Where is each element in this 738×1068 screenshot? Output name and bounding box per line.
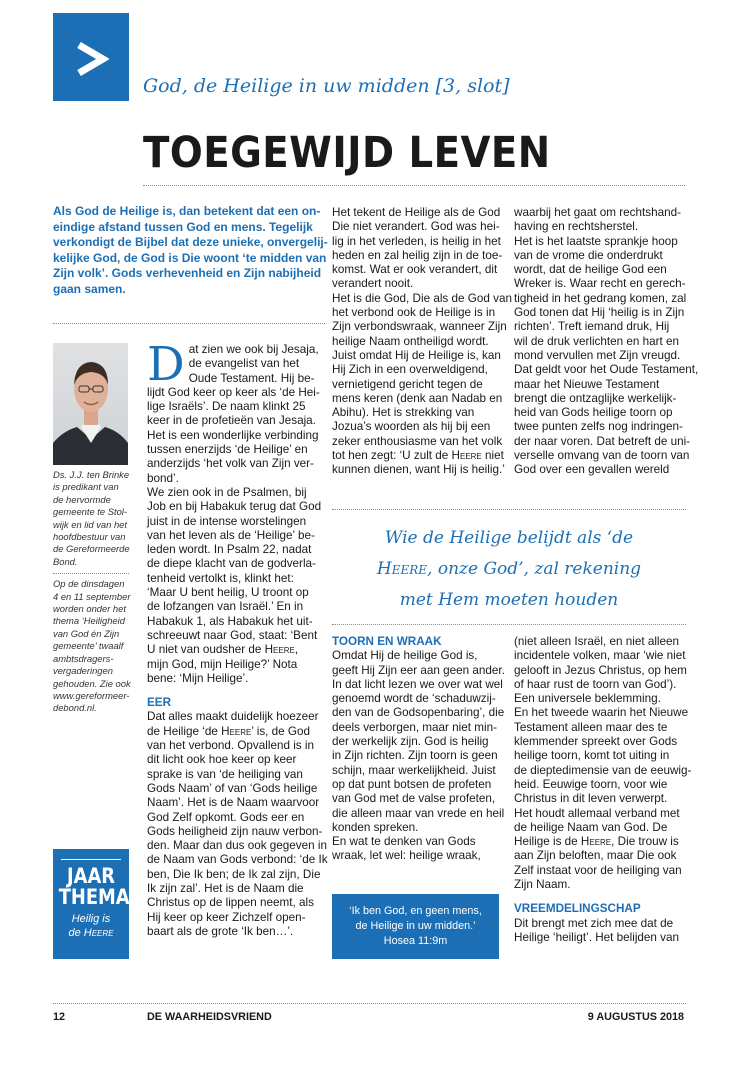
caption-line: van God én Zijn — [53, 627, 120, 639]
text-line: der werkelijk zijn. God is heilig — [332, 735, 489, 749]
text-span: tot hen zegt: ‘U zult de — [332, 449, 452, 463]
caption-line: is predikant van — [53, 481, 119, 493]
drop-cap: D — [147, 337, 185, 392]
text-line: lig in het verleden, is heilig in het — [332, 234, 501, 248]
text-line: Christus in dit leven verwerpt. — [514, 792, 668, 806]
caption-divider — [53, 573, 129, 574]
author-photo — [53, 343, 128, 465]
text-line: of haar rust de toorn van God’). — [514, 677, 677, 691]
text-line: kunnen dienen, want Hij is heilig.’ — [332, 463, 505, 477]
pullquote-top-divider — [332, 509, 686, 510]
caption-line: de Gereformeerde — [53, 543, 130, 555]
text-line: sprake is van ‘de heiliging van — [147, 767, 303, 781]
text-line: tigheid in het gedrang komen, zal — [514, 291, 687, 305]
text-line: Dat alles maakt duidelijk hoezeer — [147, 710, 319, 724]
caption-line: Op de dinsdagen — [53, 578, 125, 590]
text-line: de evangelist van het — [188, 357, 300, 371]
text-line: waarbij het gaat om rechtshand- — [514, 206, 681, 219]
text-line: heilige Naam ontheiligd wordt. — [332, 334, 489, 348]
text-line: de Naam van Gods verbond: ‘de Ik — [147, 853, 328, 867]
text-line: gelooft in Jezus Christus, op hem — [514, 663, 687, 677]
intro-line: kelijke God, de God is Die woont ‘te midden van — [53, 250, 327, 265]
text-line — [147, 725, 319, 739]
text-line: schijn, maar werkelijkheid. Juist — [332, 763, 496, 777]
text-line: Dat geldt voor het Oude Testament, — [514, 363, 699, 377]
text-line: Gods Naam’ of van ‘Gods heilige — [147, 781, 318, 795]
text-line: mijn God, mijn Heilige?’ Nota — [147, 657, 298, 671]
heere-smallcaps: Heere — [580, 835, 612, 849]
pullquote-line: met Hem moeten houden — [399, 590, 619, 610]
caption-line: Bond. — [53, 555, 78, 567]
text-line: maar het Nieuwe Testament — [514, 377, 660, 391]
section-heading-toorn: TOORN EN WRAAK — [332, 635, 442, 648]
text-line: in Zijn richten. Zijn toorn is geen — [332, 749, 498, 763]
caption-line: www.gereformeer- — [53, 689, 130, 701]
text-line: at zien we ook bij Jesaja, — [188, 343, 319, 356]
intro-line: eindige afstand tussen God en mens. Tegelijk — [53, 219, 313, 234]
text-line: heden en zal heilig zijn in de toe- — [332, 248, 503, 262]
text-line: Het houdt allemaal verband met — [514, 806, 680, 820]
intro-paragraph — [53, 204, 328, 298]
section-arrow-box — [53, 13, 129, 101]
text-line: keer in de profetieën van Jesaja. — [147, 414, 316, 428]
text-line: God over een gevallen wereld — [514, 463, 670, 477]
heere-smallcaps: Heere — [221, 724, 252, 738]
text-line: God tonen dat Hij ‘heilig is in Zijn — [514, 306, 685, 320]
text-line: vernietigend gericht tegen de — [332, 377, 483, 391]
text-line: heid van Gods heilige toorn op — [514, 406, 673, 420]
text-line: deels verborgen, maar niet min- — [332, 720, 498, 734]
jaarthema-text: de — [68, 927, 84, 939]
article-column-5 — [332, 635, 504, 864]
intro-line: verkondigt de Bijbel dat deze unieke, onvergelij- — [53, 235, 328, 250]
text-line: richten’. Treft iemand druk, Hij — [514, 320, 670, 334]
text-line: Oude Testament. Hij be- — [188, 371, 315, 385]
text-line: Ik zijn zal’. Het is de Naam die — [147, 881, 304, 895]
heere-smallcaps: Heere — [451, 449, 482, 463]
text-line: van het verbond. Opvallend is in — [147, 739, 314, 753]
scripture-quote-box — [332, 894, 499, 959]
text-line: Heilige ‘heiligt’. Het belijden van — [514, 930, 680, 944]
text-line: Jozua’s woorden als hij bij een — [332, 420, 491, 434]
text-line: wraak, let wel: heilige wraak, — [332, 849, 481, 863]
text-line — [332, 449, 504, 463]
text-line: tenheid vertolkt is, klinkt het: — [147, 571, 294, 585]
text-line: het verbond ook de Heilige is in — [332, 306, 496, 320]
intro-line: Zijn volk’. Gods verhevenheid en Zijn nabijheid — [53, 266, 322, 281]
text-line: de heilige Naam van God. De — [514, 820, 668, 834]
text-line: zeker enthousiasme van het volk — [332, 434, 503, 448]
text-line: En het tweede waarin het Nieuwe — [514, 706, 689, 720]
text-line: verandert nooit. — [332, 277, 414, 291]
text-line: En wat te denken van Gods — [332, 835, 476, 849]
text-line: wordt, dat de heilige God een — [514, 263, 667, 277]
text-line: konden spreken. — [332, 820, 419, 834]
caption-line: thema ‘Heiligheid — [53, 615, 125, 627]
text-line: Dit brengt met zich mee dat de — [514, 916, 674, 930]
text-line: heilige toorn, komt tot uiting in — [514, 749, 670, 763]
text-line: Het is een wonderlijke verbinding — [147, 428, 319, 442]
article-column-2 — [147, 337, 328, 939]
jaarthema-badge — [53, 849, 129, 959]
text-line: Zijn verbondswraak, wanneer Zijn — [332, 320, 507, 334]
text-line: heid. Eeuwige toorn, voor wie — [514, 777, 668, 791]
text-line: Het tekent de Heilige als de God — [332, 206, 501, 219]
quote-line: de Heilige in uw midden.’ — [355, 920, 476, 932]
author-caption — [53, 469, 129, 715]
intro-divider — [53, 323, 325, 324]
text-line: der naar voren. Dat betreft de uni- — [514, 434, 691, 448]
text-line: geeft Hij Zijn eer aan geen ander. — [332, 663, 505, 677]
text-line: komst. Wat er ook verandert, dit — [332, 263, 498, 277]
article-column-6 — [514, 635, 692, 945]
text-line: klemmender spreekt over Gods — [514, 735, 678, 749]
text-line: Juist omdat Hij de Heilige is, kan — [332, 348, 501, 362]
page-number: 12 — [53, 1011, 66, 1023]
text-span: de Heilige ‘de — [147, 724, 222, 738]
text-line: baart als de grote ‘Ik ben…’. — [147, 924, 294, 938]
heere-smallcaps: Heere — [264, 643, 295, 657]
intro-line: gaan samen. — [53, 281, 126, 296]
text-line: Een universele beklemming. — [514, 692, 661, 706]
text-line: Abihu). Het is strekking van — [332, 406, 475, 420]
text-span: U niet van oudsher de — [147, 643, 265, 657]
heere-smallcaps: Heere — [376, 559, 428, 579]
text-line: bene: ‘Mijn Heilige’. — [147, 671, 249, 685]
text-line: bond’. — [147, 471, 179, 485]
text-span: Heilige is de — [514, 835, 581, 849]
text-line: den. Maar dan dus ook gegeven in — [147, 839, 327, 853]
text-line: twee punten zelfs nog indringen- — [514, 420, 683, 434]
article-column-4 — [514, 206, 699, 478]
quote-line: ‘Ik ben God, en geen mens, — [349, 905, 482, 917]
chevron-right-icon — [73, 41, 109, 77]
pullquote-line: Wie de Heilige belijdt als ‘de — [384, 528, 634, 548]
text-line: having en rechtsherstel. — [514, 220, 639, 234]
text-line: mens keren (denk aan Nadab en — [332, 391, 503, 405]
text-line: aan Zijn beloften, maar Die ook — [514, 849, 677, 863]
series-title: God, de Heilige in uw midden [3, slot] — [143, 75, 510, 97]
pullquote-bottom-divider — [332, 624, 686, 625]
text-line: Gods heiligheid zijn nauw verbon- — [147, 824, 323, 838]
caption-line: 4 en 11 september — [53, 590, 131, 602]
text-line: verselle omvang van de toorn van — [514, 449, 690, 463]
text-line: schreeuwt naar God, staat: ‘Bent — [147, 628, 318, 642]
title-divider — [143, 185, 685, 186]
caption-line: de hervormde — [53, 493, 111, 505]
text-line: lige Israëls’. De naam klinkt 25 — [147, 400, 306, 414]
text-line: We zien ook in de Psalmen, bij — [147, 485, 307, 499]
text-line: (niet alleen Israël, en niet alleen — [514, 635, 680, 648]
text-line: juist in de intense worstelingen — [147, 514, 307, 528]
pullquote-line — [345, 554, 673, 585]
pull-quote — [345, 523, 673, 616]
text-line: op dat punt botsen de profeten — [332, 777, 492, 791]
text-line: ben, Die Ik ben; de Ik zal zijn, Die — [147, 867, 321, 881]
magazine-name: DE WAARHEIDSVRIEND — [147, 1011, 272, 1023]
text-line: Naam’. Het is de Naam waarvoor — [147, 796, 320, 810]
jaarthema-line4 — [53, 926, 129, 940]
text-line — [514, 835, 686, 849]
text-line: U niet van oudsher de Heere, — [147, 643, 299, 657]
article-column-3 — [332, 206, 512, 478]
text-line: van het leven als de ‘Heilige’ be- — [147, 528, 315, 542]
text-line: brengt die ontzaglijke werkelijk- — [514, 391, 677, 405]
text-line: incidentele volken, maar ‘wie niet — [514, 649, 686, 663]
pullquote-text: , onze God’, zal rekening — [427, 559, 642, 579]
text-line: Christus op de lippen neemt, als — [147, 896, 314, 910]
caption-line: gemeente’ twaalf — [53, 640, 124, 652]
text-line: de lofzangen van Israël.’ En in — [147, 600, 304, 614]
text-line: Zijn Naam. — [514, 878, 571, 892]
caption-line: gemeente te Stol- — [53, 506, 128, 518]
text-line: Habakuk 1, als Habakuk het uit- — [147, 614, 313, 628]
jaarthema-heere: Heere — [83, 927, 114, 939]
caption-line: hoofdbestuur van — [53, 531, 126, 543]
text-line: anderzijds ‘het volk van Zijn ver- — [147, 457, 314, 471]
text-line: Omdat Hij de heilige God is, — [332, 649, 478, 663]
text-span: ’ is, de God — [251, 724, 310, 738]
text-line: leden wordt. In Psalm 22, nadat — [147, 543, 312, 557]
text-line: lijdt God keer op keer als ‘de Hei- — [147, 385, 320, 399]
caption-line: gehouden. Zie ook — [53, 677, 131, 689]
text-line: van God met de valse profeten, — [332, 792, 496, 806]
text-line: de dieptedimensie van de eeuwig- — [514, 763, 692, 777]
jaarthema-line2: THEMA — [58, 885, 130, 909]
section-heading-vreemdelingschap: VREEMDELINGSCHAP — [514, 902, 641, 916]
text-line: genoemd wordt de ‘schaduwzij- — [332, 692, 496, 706]
text-line: In dat licht lezen we over wat wel — [332, 677, 503, 691]
text-line: van de vrome die onderdrukt — [514, 248, 663, 262]
text-line: Wreker is. Waar recht en gerech- — [514, 277, 686, 291]
text-line: ‘Maar U bent heilig, U troont op — [147, 586, 309, 600]
text-line: den van de Godsopenbaring’, die — [332, 706, 505, 720]
text-line: wil de druk verlichten en hart en — [514, 334, 680, 348]
section-heading-eer: EER — [147, 696, 172, 710]
text-line: Zelf instaat voor de heiliging van — [514, 863, 682, 877]
text-line: de diepe klacht van de godverla- — [147, 557, 316, 571]
caption-line: vergaderingen — [53, 665, 113, 677]
text-line: Het is het laatste sprankje hoop — [514, 234, 678, 248]
page-title: TOEGEWIJD LEVEN — [143, 128, 551, 178]
text-line: Job en bij Habakuk terug dat God — [147, 500, 322, 514]
text-line: tussen enerzijds ‘de Heilige’ en — [147, 443, 308, 457]
footer-divider — [53, 1003, 686, 1004]
quote-reference: Hosea 11:9m — [383, 935, 448, 947]
jaarthema-line1: JAAR — [66, 864, 116, 888]
text-span: , Die trouw is — [611, 835, 679, 849]
text-line: Testament alleen maar des te — [514, 720, 668, 734]
text-span: niet — [481, 449, 504, 463]
text-line: Het is die God, Die als de God van — [332, 291, 512, 305]
text-line: mond vervullen met Zijn vreugd. — [514, 348, 681, 362]
caption-line: worden onder het — [53, 603, 126, 615]
caption-line: debond.nl. — [53, 702, 97, 714]
text-line: God Zelf opkomt. Gods eer en — [147, 810, 305, 824]
text-line: dit licht ook hoe keer op keer — [147, 753, 297, 767]
caption-line: Ds. J.J. ten Brinke — [53, 469, 130, 480]
text-line: die alleen maar van vrede en heil — [332, 806, 505, 820]
caption-line: ambtsdragers- — [53, 652, 114, 664]
issue-date: 9 AUGUSTUS 2018 — [587, 1011, 684, 1023]
text-line: Die niet verandert. God was hei- — [332, 220, 500, 234]
caption-line: wijk en lid van het — [53, 518, 127, 530]
intro-line: Als God de Heilige is, dan betekent dat een on- — [53, 204, 321, 218]
jaarthema-line3: Heilig is — [71, 913, 111, 925]
text-line: Hij Zich in een overweldigend, — [332, 363, 488, 377]
text-line: Hij keer op keer Zichzelf open- — [147, 910, 306, 924]
